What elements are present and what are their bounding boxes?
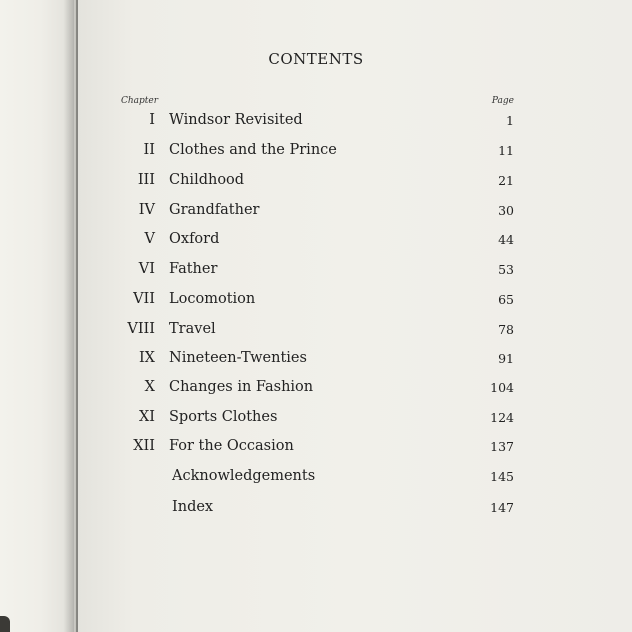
chapter-title: For the Occasion xyxy=(169,438,294,454)
page-number: 124 xyxy=(490,410,514,425)
toc-entry xyxy=(0,321,632,343)
page-number: 53 xyxy=(498,262,514,277)
chapter-title: Travel xyxy=(169,321,216,337)
chapter-number: VI xyxy=(138,261,155,277)
chapter-title: Clothes and the Prince xyxy=(169,142,337,158)
book-cover-corner xyxy=(0,616,10,632)
toc-entry xyxy=(0,261,632,283)
toc-entry xyxy=(0,409,632,431)
page-column-header: Page xyxy=(491,96,514,106)
toc-entry xyxy=(0,379,632,401)
chapter-number: X xyxy=(144,379,155,395)
chapter-column-header: Chapter xyxy=(121,96,159,106)
toc-entry xyxy=(0,112,632,134)
chapter-number: V xyxy=(144,231,155,247)
toc-entry xyxy=(0,350,632,372)
chapter-number: IX xyxy=(138,350,155,366)
page-number: 104 xyxy=(490,380,514,395)
chapter-number: XII xyxy=(133,438,155,454)
page-number: 137 xyxy=(490,439,514,454)
toc-entry xyxy=(0,499,632,521)
page-number: 91 xyxy=(498,351,514,366)
toc-entry xyxy=(0,468,632,490)
left-page xyxy=(0,0,74,632)
page-number: 44 xyxy=(498,232,514,247)
page-number: 145 xyxy=(490,469,514,484)
toc-entry xyxy=(0,438,632,460)
page-number: 1 xyxy=(506,113,514,128)
chapter-number: II xyxy=(143,142,155,158)
chapter-number: VIII xyxy=(127,321,155,337)
chapter-number: I xyxy=(149,112,155,128)
toc-entry xyxy=(0,202,632,224)
chapter-number: IV xyxy=(138,202,155,218)
toc-entry xyxy=(0,291,632,313)
page-number: 30 xyxy=(498,203,514,218)
chapter-title: Windsor Revisited xyxy=(169,112,303,128)
toc-entry xyxy=(0,231,632,253)
chapter-title: Childhood xyxy=(169,172,245,188)
chapter-title: Father xyxy=(169,261,218,277)
page-number: 78 xyxy=(498,322,514,337)
chapter-number: XI xyxy=(138,409,155,425)
page-number: 147 xyxy=(490,500,514,515)
chapter-title: Changes in Fashion xyxy=(169,379,314,395)
toc-entry xyxy=(0,172,632,194)
right-page xyxy=(78,0,632,632)
chapter-title: Locomotion xyxy=(169,291,256,307)
chapter-title: Nineteen-Twenties xyxy=(169,350,307,366)
chapter-title: Sports Clothes xyxy=(169,409,278,425)
chapter-title: Grandfather xyxy=(169,202,260,218)
page-number: 21 xyxy=(498,173,514,188)
chapter-number: VII xyxy=(133,291,155,307)
page-number: 65 xyxy=(498,292,514,307)
toc-entry xyxy=(0,142,632,164)
chapter-title: Index xyxy=(172,499,214,515)
contents-heading: CONTENTS xyxy=(268,50,364,68)
chapter-title: Oxford xyxy=(169,231,220,247)
chapter-title: Acknowledgements xyxy=(172,468,316,484)
book-gutter xyxy=(76,0,78,632)
chapter-number: III xyxy=(137,172,155,188)
page-number: 11 xyxy=(498,143,514,158)
